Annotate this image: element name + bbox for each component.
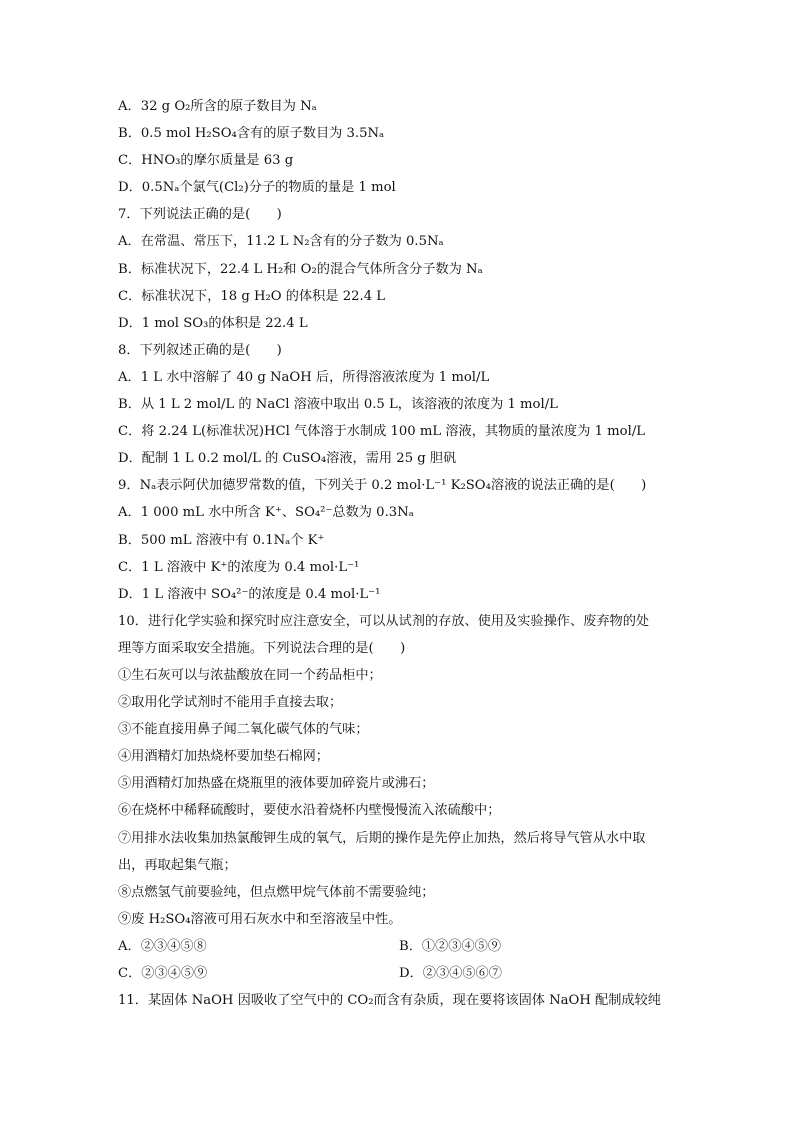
q10-stem-line1: 10．进行化学实验和探究时应注意安全，可以从试剂的存放、使用及实验操作、废弃物的处 <box>118 613 650 629</box>
q10-option-b: B．①②③④⑤⑨ <box>399 938 502 954</box>
q7-option-b: B．标准状况下，22.4 L H₂和 O₂的混合气体所含分子数为 Nₐ <box>118 261 483 277</box>
q6-option-b: B．0.5 mol H₂SO₄含有的原子数目为 3.5Nₐ <box>118 126 385 142</box>
q10-statement-7-line2: 出，再取起集气瓶； <box>118 857 237 873</box>
q7-option-c: C．标准状况下，18 g H₂O 的体积是 22.4 L <box>118 288 386 304</box>
q9-option-c: C．1 L 溶液中 K⁺的浓度为 0.4 mol·L⁻¹ <box>118 559 360 575</box>
q10-statement-2: ②取用化学试剂时不能用手直接去取； <box>118 695 343 711</box>
q8-option-b: B．从 1 L 2 mol/L 的 NaCl 溶液中取出 0.5 L，该溶液的浓度为 1 mol/L <box>118 397 558 413</box>
q10-statement-9: ⑨废 H₂SO₄溶液可用石灰水中和至溶液呈中性。 <box>118 911 402 927</box>
q10-statement-4: ④用酒精灯加热烧杯要加垫石棉网； <box>118 749 329 765</box>
q10-options-row-1 <box>118 933 680 960</box>
q9-option-d: D．1 L 溶液中 SO₄²⁻的浓度是 0.4 mol·L⁻¹ <box>118 586 381 602</box>
q10-statement-7-line1: ⑦用排水法收集加热氯酸钾生成的氧气，后期的操作是先停止加热，然后将导气管从水中取 <box>118 830 646 846</box>
question-content <box>118 93 680 1014</box>
q7-stem: 7．下列说法正确的是( ) <box>118 207 282 223</box>
q8-option-a: A．1 L 水中溶解了 40 g NaOH 后，所得溶液浓度为 1 mol/L <box>118 369 490 385</box>
q8-option-d: D．配制 1 L 0.2 mol/L 的 CuSO₄溶液，需用 25 g 胆矾 <box>118 451 457 467</box>
q6-option-d: D．0.5Nₐ个氯气(Cl₂)分子的物质的量是 1 mol <box>118 180 396 196</box>
q7-option-a: A．在常温、常压下，11.2 L N₂含有的分子数为 0.5Nₐ <box>118 234 444 250</box>
q10-statement-6: ⑥在烧杯中稀释硫酸时，要使水沿着烧杯内壁慢慢流入浓硫酸中； <box>118 803 501 819</box>
q10-statement-8: ⑧点燃氢气前要验纯，但点燃甲烷气体前不需要验纯； <box>118 884 435 900</box>
q10-statement-5: ⑤用酒精灯加热盛在烧瓶里的液体要加碎瓷片或沸石； <box>118 776 435 792</box>
q9-option-a: A．1 000 mL 水中所含 K⁺、SO₄²⁻总数为 0.3Nₐ <box>118 505 414 521</box>
q8-option-c: C．将 2.24 L(标准状况)HCl 气体溶于水制成 100 mL 溶液，其物质的量浓度为 1 mol/L <box>118 424 646 440</box>
q6-option-c: C．HNO₃的摩尔质量是 63 g <box>118 153 294 169</box>
q10-stem-line2: 理等方面采取安全措施。下列说法合理的是( ) <box>118 640 406 656</box>
q10-option-d: D．②③④⑤⑥⑦ <box>399 966 502 981</box>
q10-options-row-2 <box>118 960 680 987</box>
q10-option-a: A．②③④⑤⑧ <box>118 938 207 954</box>
q6-option-a: A．32 g O₂所含的原子数目为 Nₐ <box>118 99 317 114</box>
q9-stem: 9．Nₐ表示阿伏加德罗常数的值，下列关于 0.2 mol·L⁻¹ K₂SO₄溶液的说法正确的是( ) <box>118 478 647 494</box>
q9-option-b: B．500 mL 溶液中有 0.1Nₐ个 K⁺ <box>118 532 325 548</box>
q7-option-d: D．1 mol SO₃的体积是 22.4 L <box>118 315 308 331</box>
q11-stem-line1: 11．某固体 NaOH 因吸收了空气中的 CO₂而含有杂质，现在要将该固体 NaOH 配制成较纯 <box>118 993 661 1009</box>
q10-option-c: C．②③④⑤⑨ <box>118 966 208 981</box>
q10-statement-3: ③不能直接用鼻子闻二氧化碳气体的气味； <box>118 722 369 738</box>
q10-statement-1: ①生石灰可以与浓盐酸放在同一个药品柜中； <box>118 667 382 683</box>
q8-stem: 8．下列叙述正确的是( ) <box>118 342 282 358</box>
